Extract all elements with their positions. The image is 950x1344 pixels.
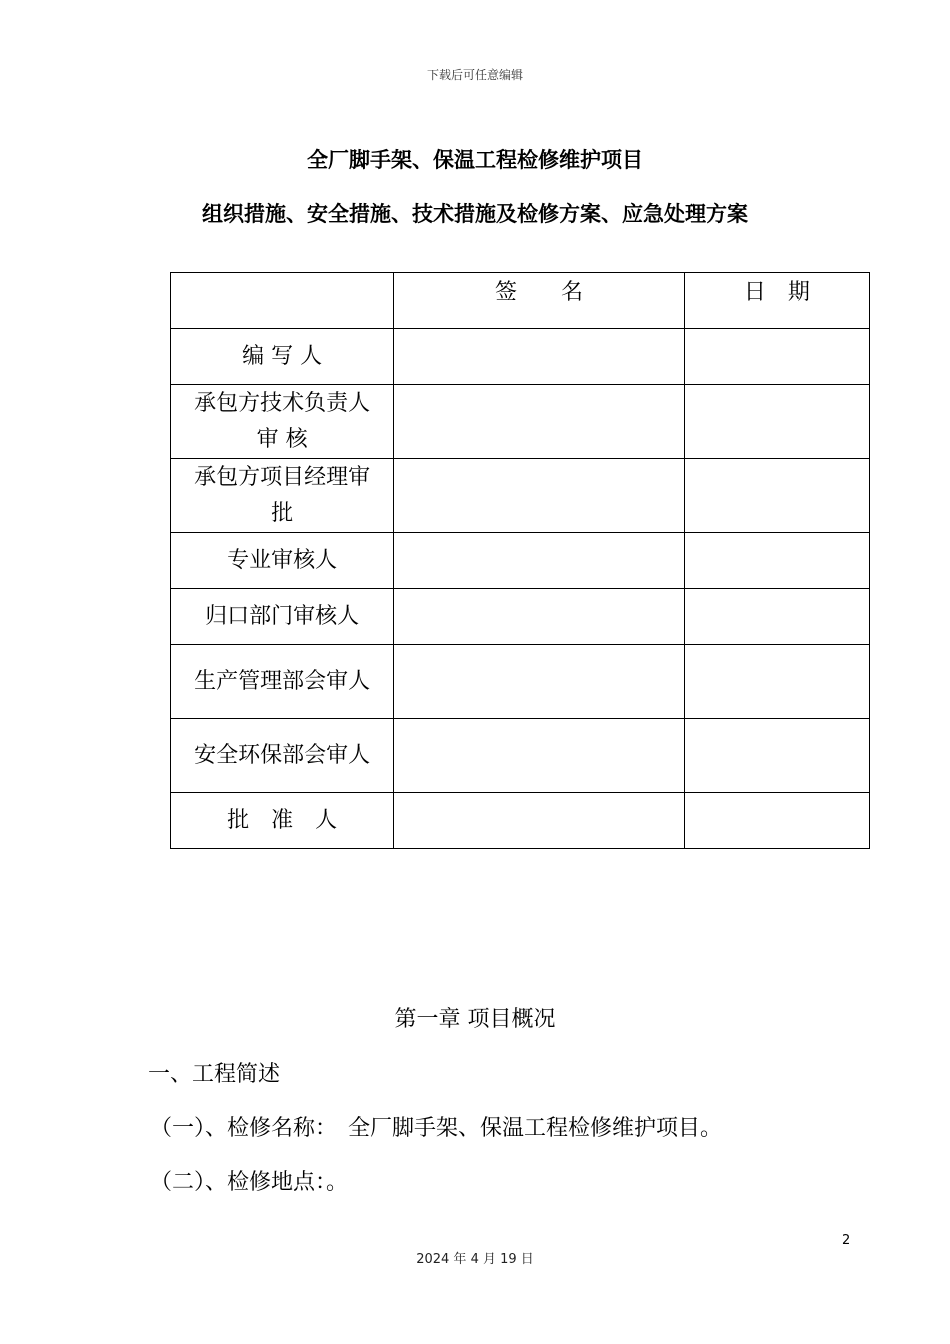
paragraph-item-2: （二）、检修地点：。 bbox=[150, 1170, 349, 1195]
signature-cell[interactable] bbox=[394, 533, 684, 589]
signature-table bbox=[170, 272, 870, 849]
role-cell: 编 写 人 bbox=[171, 329, 394, 385]
date-cell[interactable] bbox=[684, 533, 869, 589]
table-row bbox=[171, 533, 870, 589]
table-row bbox=[171, 645, 870, 719]
signature-cell[interactable] bbox=[394, 645, 684, 719]
document-title: 全厂脚手架、保温工程检修维护项目 bbox=[307, 148, 643, 172]
header-note: 下载后可任意编辑 bbox=[426, 68, 523, 82]
date-cell[interactable] bbox=[684, 793, 869, 849]
signature-cell[interactable] bbox=[394, 719, 684, 793]
date-cell[interactable] bbox=[684, 645, 869, 719]
date-cell[interactable] bbox=[684, 329, 869, 385]
table-row bbox=[171, 459, 870, 533]
table-row bbox=[171, 329, 870, 385]
signature-cell[interactable] bbox=[394, 793, 684, 849]
role-cell: 归口部门审核人 bbox=[171, 589, 394, 645]
table-row bbox=[171, 589, 870, 645]
header-signature-cell: 签 名 bbox=[394, 273, 684, 329]
signature-cell[interactable] bbox=[394, 385, 684, 459]
role-cell: 生产管理部会审人 bbox=[171, 645, 394, 719]
date-cell[interactable] bbox=[684, 459, 869, 533]
date-cell[interactable] bbox=[684, 719, 869, 793]
table-row bbox=[171, 719, 870, 793]
date-cell[interactable] bbox=[684, 589, 869, 645]
signature-cell[interactable] bbox=[394, 459, 684, 533]
signature-cell[interactable] bbox=[394, 589, 684, 645]
date-cell[interactable] bbox=[684, 385, 869, 459]
paragraph-item-1: （一）、检修名称： 全厂脚手架、保温工程检修维护项目。 bbox=[150, 1116, 723, 1141]
table-header-row bbox=[171, 273, 870, 329]
signature-cell[interactable] bbox=[394, 329, 684, 385]
header-date-cell: 日 期 bbox=[684, 273, 869, 329]
section-heading: 一、工程简述 bbox=[148, 1062, 281, 1087]
role-cell: 专业审核人 bbox=[171, 533, 394, 589]
footer-date: 2024 年 4 月 19 日 bbox=[416, 1252, 534, 1267]
header-role-cell bbox=[171, 273, 394, 329]
page-number: 2 bbox=[842, 1233, 851, 1248]
table-row bbox=[171, 385, 870, 459]
document-subtitle: 组织措施、安全措施、技术措施及检修方案、应急处理方案 bbox=[202, 202, 748, 226]
role-cell: 安全环保部会审人 bbox=[171, 719, 394, 793]
role-cell: 承包方项目经理审批 bbox=[171, 459, 394, 533]
chapter-title: 第一章 项目概况 bbox=[394, 1007, 556, 1032]
role-cell: 承包方技术负责人审 核 bbox=[171, 385, 394, 459]
table-row bbox=[171, 793, 870, 849]
role-cell: 批 准 人 bbox=[171, 793, 394, 849]
